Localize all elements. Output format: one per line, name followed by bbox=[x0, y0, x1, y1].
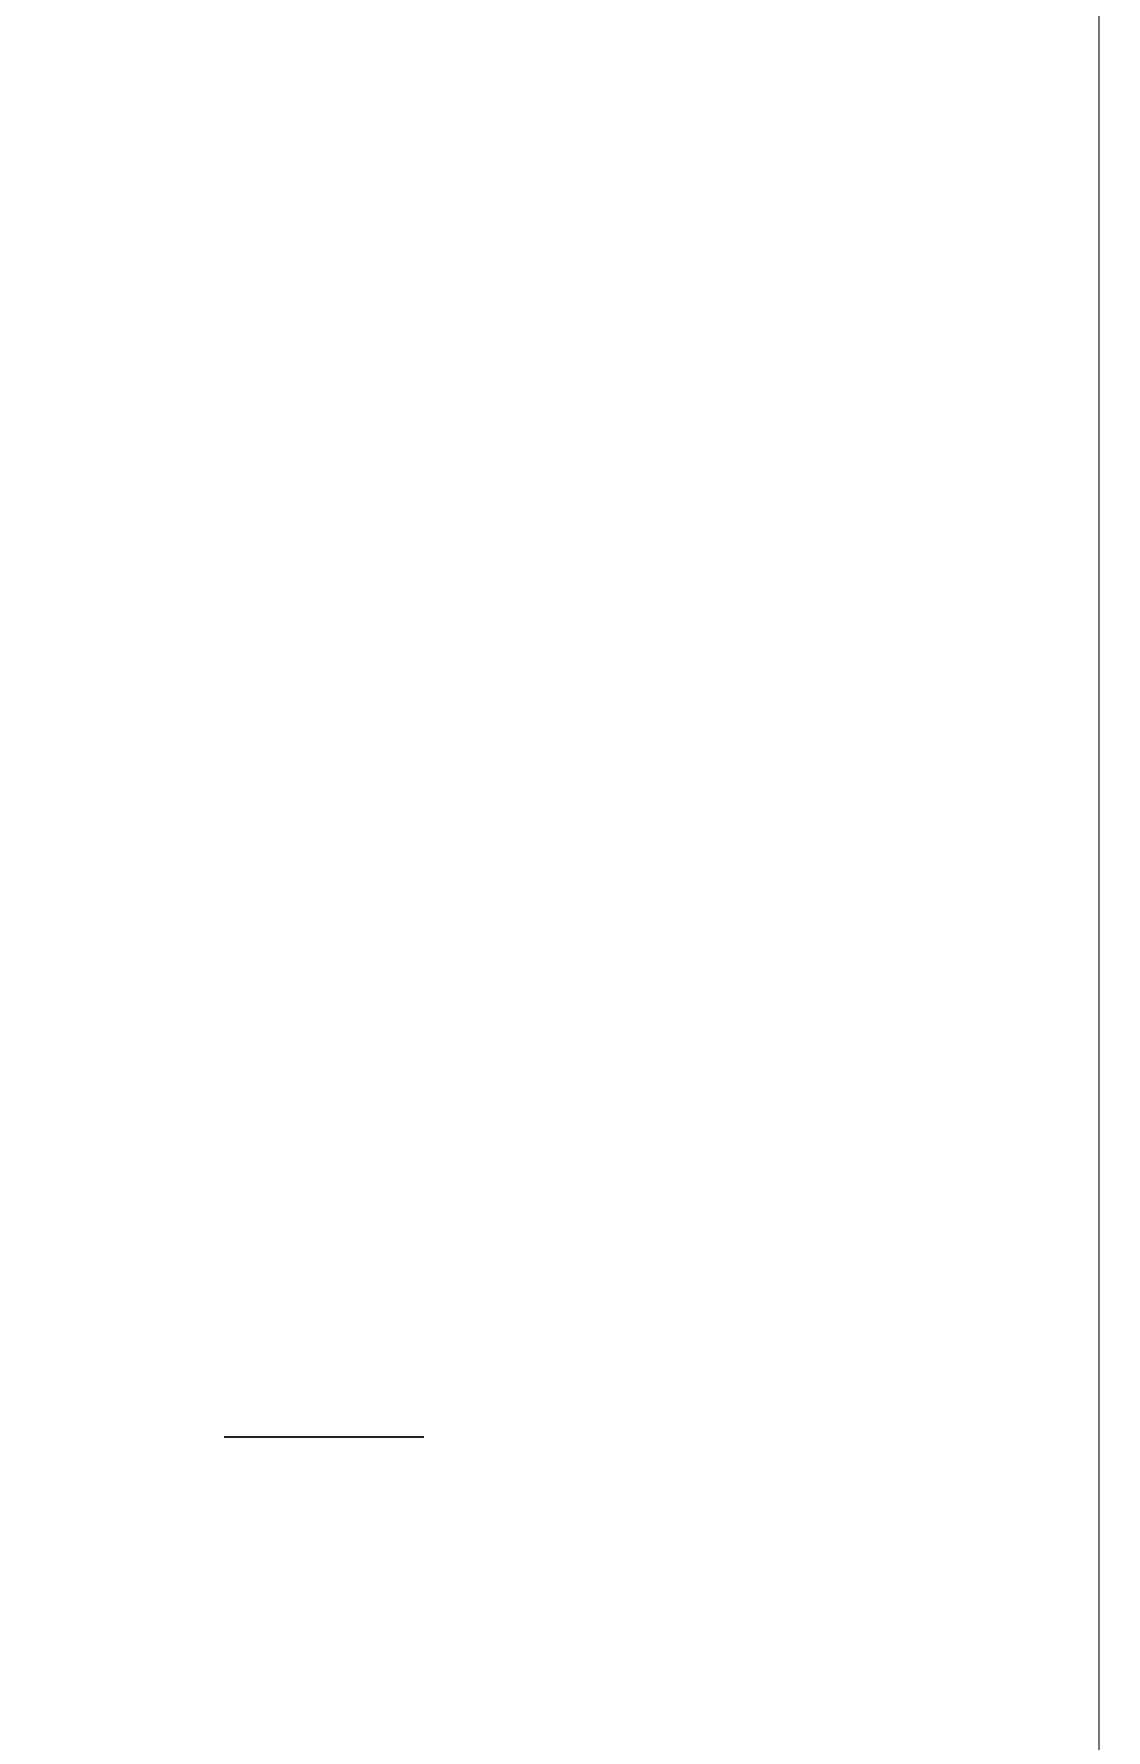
text-line bbox=[256, 480, 1068, 520]
section-text-line bbox=[256, 1326, 1068, 1366]
text-line bbox=[256, 998, 1068, 1038]
section-text-line bbox=[256, 1286, 1068, 1326]
text-line bbox=[256, 361, 1068, 401]
text-line bbox=[256, 639, 1068, 679]
section-text-line bbox=[256, 1246, 1068, 1286]
text-line bbox=[256, 122, 1068, 162]
text-line bbox=[256, 162, 1068, 202]
text-line bbox=[256, 401, 1068, 441]
section-text-line bbox=[256, 1207, 1068, 1247]
text-line bbox=[256, 958, 1068, 998]
page-edge-line bbox=[1098, 16, 1100, 1750]
text-line bbox=[256, 759, 1068, 799]
text-line bbox=[256, 202, 1068, 242]
text-line bbox=[256, 719, 1068, 759]
text-line bbox=[256, 918, 1068, 958]
text-line bbox=[256, 600, 1068, 640]
text-line bbox=[256, 281, 1068, 321]
footnote-rule bbox=[224, 1436, 424, 1438]
main-text-block bbox=[256, 122, 1068, 1157]
text-line bbox=[256, 1037, 1068, 1077]
text-line bbox=[256, 241, 1068, 281]
text-line bbox=[256, 520, 1068, 560]
text-line bbox=[256, 838, 1068, 878]
text-line bbox=[256, 878, 1068, 918]
text-line bbox=[256, 799, 1068, 839]
section-text-line bbox=[256, 1127, 1068, 1167]
text-line bbox=[256, 1077, 1068, 1117]
section-text-block bbox=[256, 1127, 1068, 1406]
text-line bbox=[256, 560, 1068, 600]
text-line bbox=[256, 440, 1068, 480]
section-text-line bbox=[256, 1366, 1068, 1406]
text-line bbox=[256, 321, 1068, 361]
text-line bbox=[256, 679, 1068, 719]
section-text-line bbox=[256, 1167, 1068, 1207]
